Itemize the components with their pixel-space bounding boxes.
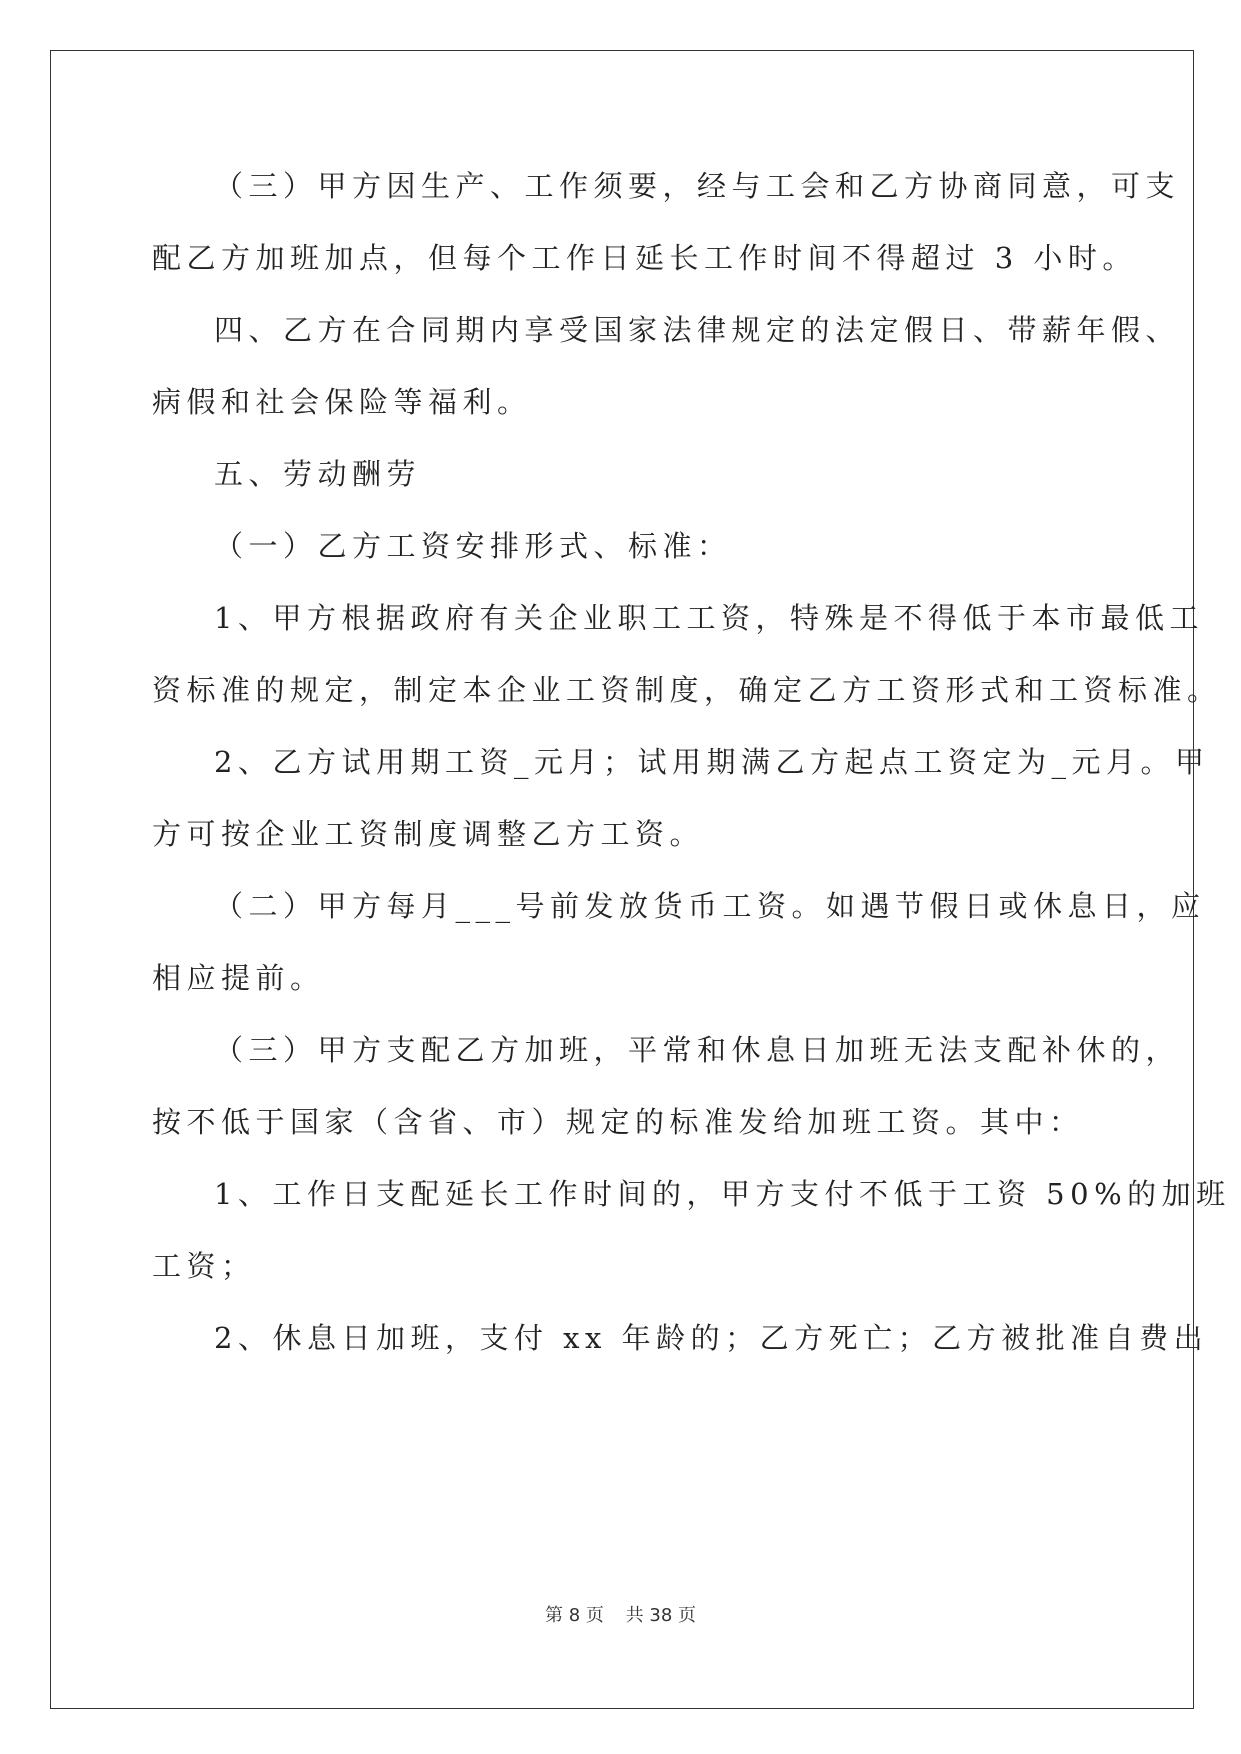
paragraph-line: 2、乙方试用期工资_元月；试用期满乙方起点工资定为_元月。甲 (214, 745, 1210, 779)
paragraph-line: 四、乙方在合同期内享受国家法律规定的法定假日、带薪年假、 (214, 313, 1181, 347)
paragraph-line: 病假和社会保险等福利。 (152, 385, 532, 419)
section-heading: 五、劳动酬劳 (214, 457, 422, 491)
paragraph-line: 资标准的规定，制定本企业工资制度，确定乙方工资形式和工资标准。 (152, 673, 1222, 707)
page-number: 第 8 页 (545, 1605, 604, 1626)
total-pages: 共 38 页 (625, 1605, 696, 1626)
paragraph-line: （三）甲方支配乙方加班，平常和休息日加班无法支配补休的， (214, 1033, 1181, 1067)
paragraph-line: 工资； (152, 1249, 256, 1283)
paragraph-line: （三）甲方因生产、工作须要，经与工会和乙方协商同意，可支 (214, 169, 1181, 203)
page-footer (0, 1601, 1241, 1627)
paragraph-line: 1、工作日支配延长工作时间的，甲方支付不低于工资 50%的加班 (214, 1177, 1231, 1211)
paragraph-line: 方可按企业工资制度调整乙方工资。 (152, 817, 705, 851)
paragraph-line: 1、甲方根据政府有关企业职工工资，特殊是不得低于本市最低工 (214, 601, 1204, 635)
paragraph-line: 按不低于国家（含省、市）规定的标准发给加班工资。其中： (152, 1105, 1084, 1139)
paragraph-line: 配乙方加班加点，但每个工作日延长工作时间不得超过 3 小时。 (152, 241, 1137, 275)
paragraph-line: （一）乙方工资安排形式、标准： (214, 529, 732, 563)
paragraph-line: 相应提前。 (152, 961, 325, 995)
page-border (50, 50, 1194, 1709)
paragraph-line: （二）甲方每月___号前发放货币工资。如遇节假日或休息日，应 (214, 889, 1206, 923)
paragraph-line: 2、休息日加班，支付 xx 年龄的；乙方死亡；乙方被批准自费出 (214, 1321, 1209, 1355)
